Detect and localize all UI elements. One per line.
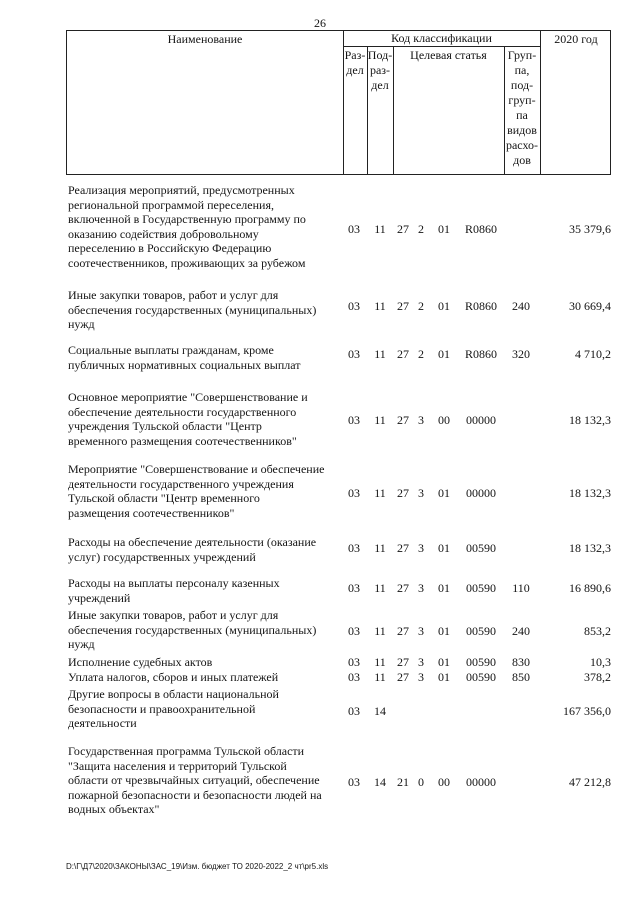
code-v: 830 — [512, 655, 530, 669]
code-t2: 3 — [418, 541, 424, 555]
row-amount: 18 132,3 — [569, 541, 611, 555]
file-path-footer: D:\Г\Д7\2020\ЗАКОНЫ\ЗАС_19\Изм. бюджет ТО 2020-2022_2 чт\pr5.xls — [66, 862, 329, 871]
code-r: 03 — [348, 413, 360, 427]
code-r: 03 — [348, 486, 360, 500]
code-r: 03 — [348, 655, 360, 669]
code-r: 03 — [348, 704, 360, 718]
code-t2: 2 — [418, 299, 424, 313]
code-t3: 00 — [438, 775, 450, 789]
code-r: 03 — [348, 775, 360, 789]
code-t4: 00590 — [466, 541, 496, 555]
code-t3: 01 — [438, 655, 450, 669]
row-name: Расходы на обеспечение деятельности (оказание услуг) государственных учреждений — [68, 535, 317, 564]
code-p: 11 — [374, 413, 386, 427]
code-t1: 27 — [397, 347, 409, 361]
code-t1: 27 — [397, 413, 409, 427]
code-t2: 3 — [418, 413, 424, 427]
code-t2: 3 — [418, 655, 424, 669]
row-amount: 35 379,6 — [569, 222, 611, 236]
row-amount: 378,2 — [584, 670, 611, 684]
code-t1: 27 — [397, 624, 409, 638]
code-t4: 00590 — [466, 655, 496, 669]
row-name: Реализация мероприятий, предусмотренных региональной программой переселения, включенной в Государственную программу по оказанию содействия добровольному переселению в Российскую Федерацию соотечественников, проживающих за рубежом — [68, 183, 306, 270]
code-r: 03 — [348, 541, 360, 555]
code-t1: 27 — [397, 486, 409, 500]
code-t4: R0860 — [464, 222, 497, 236]
row-amount: 30 669,4 — [569, 299, 611, 313]
code-v: 110 — [512, 581, 530, 595]
target-article-header: Целевая статья — [410, 48, 487, 62]
code-v: 240 — [512, 299, 530, 313]
code-p: 11 — [374, 486, 386, 500]
code-p: 11 — [374, 299, 386, 313]
code-t1: 27 — [397, 222, 409, 236]
row-name: Расходы на выплаты персоналу казенных учреждений — [68, 576, 280, 605]
code-t4: 00590 — [466, 581, 496, 595]
code-t3: 01 — [438, 670, 450, 684]
code-t3: 01 — [438, 222, 450, 236]
code-t3: 01 — [438, 299, 450, 313]
code-t4: 00590 — [466, 624, 496, 638]
code-t4: R0860 — [464, 299, 497, 313]
code-t3: 01 — [438, 347, 450, 361]
code-p: 11 — [374, 541, 386, 555]
code-r: 03 — [348, 347, 360, 361]
code-r: 03 — [348, 670, 360, 684]
code-t2: 3 — [418, 486, 424, 500]
row-name: Исполнение судебных актов — [68, 655, 213, 669]
code-t2: 3 — [418, 624, 424, 638]
code-p: 11 — [374, 222, 386, 236]
code-p: 11 — [374, 581, 386, 595]
row-name: Иные закупки товаров, работ и услуг для обеспечения государственных (муниципальных) нужд — [68, 608, 317, 652]
year-column-header: 2020 год — [554, 32, 598, 46]
row-amount: 853,2 — [584, 624, 611, 638]
expense-type-header: Груп- па, под- груп- па видов расхо- дов — [505, 48, 539, 167]
code-t4: 00000 — [466, 486, 496, 500]
code-p: 14 — [374, 704, 386, 718]
row-amount: 10,3 — [590, 655, 611, 669]
code-p: 11 — [374, 655, 386, 669]
code-r: 03 — [348, 299, 360, 313]
code-t4: R0860 — [464, 347, 497, 361]
code-t1: 27 — [397, 581, 409, 595]
code-t4: 00000 — [466, 775, 496, 789]
row-name: Уплата налогов, сборов и иных платежей — [68, 670, 279, 684]
code-t2: 0 — [418, 775, 424, 789]
code-p: 11 — [374, 670, 386, 684]
code-t2: 3 — [418, 670, 424, 684]
table-header — [66, 30, 611, 175]
razdel-header: Раз- дел — [344, 48, 366, 77]
code-t3: 01 — [438, 541, 450, 555]
page-number: 26 — [314, 16, 326, 30]
row-amount: 16 890,6 — [569, 581, 611, 595]
podrazdel-header: Под- раз- дел — [367, 48, 393, 92]
name-column-header: Наименование — [167, 32, 243, 46]
code-t2: 2 — [418, 347, 424, 361]
row-name: Мероприятие "Совершенствование и обеспечение деятельности государственного учреждения Тульской области "Центр временного размещения соотечественников" — [68, 462, 325, 520]
row-amount: 18 132,3 — [569, 486, 611, 500]
row-amount: 47 212,8 — [569, 775, 611, 789]
code-p: 14 — [374, 775, 386, 789]
code-t2: 2 — [418, 222, 424, 236]
code-t4: 00590 — [466, 670, 496, 684]
code-t3: 00 — [438, 413, 450, 427]
row-amount: 167 356,0 — [563, 704, 611, 718]
code-v: 320 — [512, 347, 530, 361]
code-r: 03 — [348, 581, 360, 595]
row-name: Другие вопросы в области национальной безопасности и правоохранительной деятельности — [68, 687, 279, 731]
code-p: 11 — [374, 624, 386, 638]
code-v: 240 — [512, 624, 530, 638]
row-amount: 18 132,3 — [569, 413, 611, 427]
code-t3: 01 — [438, 581, 450, 595]
code-v: 850 — [512, 670, 530, 684]
code-t1: 27 — [397, 299, 409, 313]
row-name: Иные закупки товаров, работ и услуг для обеспечения государственных (муниципальных) нужд — [68, 288, 317, 332]
code-p: 11 — [374, 347, 386, 361]
code-t1: 27 — [397, 541, 409, 555]
code-t2: 3 — [418, 581, 424, 595]
code-t1: 27 — [397, 655, 409, 669]
code-t3: 01 — [438, 486, 450, 500]
classification-code-header: Код классификации — [391, 31, 492, 45]
code-t3: 01 — [438, 624, 450, 638]
row-amount: 4 710,2 — [575, 347, 611, 361]
row-name: Государственная программа Тульской области "Защита населения и территорий Тульской области от чрезвычайных ситуаций, обеспечение пожарной безопасности и безопасности людей на водных объектах" — [68, 744, 322, 817]
row-name: Социальные выплаты гражданам, кроме публичных нормативных социальных выплат — [68, 343, 301, 372]
row-name: Основное мероприятие "Совершенствование и обеспечение деятельности государственного учреждения Тульской области "Центр временного размещения соотечественников" — [68, 390, 308, 448]
code-t4: 00000 — [466, 413, 496, 427]
code-r: 03 — [348, 222, 360, 236]
code-t1: 27 — [397, 670, 409, 684]
code-t1: 21 — [397, 775, 409, 789]
code-r: 03 — [348, 624, 360, 638]
